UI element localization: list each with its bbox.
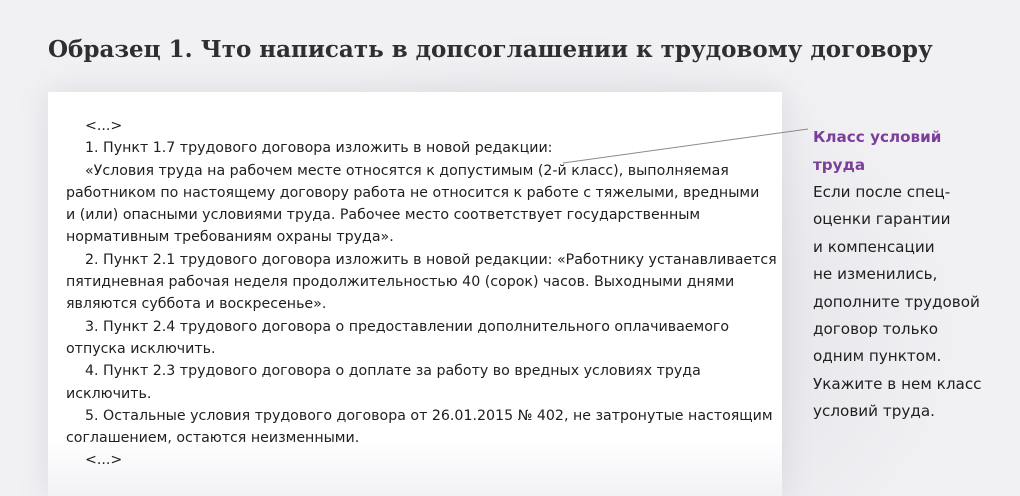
sidebar-note <box>813 124 1013 426</box>
document-line: пятидневная рабочая неделя продолжительностью 40 (сорок) часов. Выходными днями <box>66 274 735 291</box>
omission-marker: <...> <box>85 118 123 134</box>
document-line: исключить. <box>66 385 152 402</box>
sidebar-text-line: условий труда. <box>813 402 935 421</box>
document-line: 5. Остальные условия трудового договора от 26.01.2015 № 402, не затронутые настоящим <box>85 407 773 424</box>
sidebar-text-line: не изменились, <box>813 265 938 284</box>
document-line: отпуска исключить. <box>66 340 216 357</box>
document-line: соглашением, остаются неизменными. <box>66 430 360 447</box>
sidebar-text-line: Укажите в нем класс <box>813 374 982 393</box>
omission-marker: <...> <box>85 452 123 469</box>
document-line: работником по настоящему договору работа не относится к работе с тяжелыми, вредными <box>66 184 760 201</box>
sidebar-heading <box>813 124 1013 179</box>
page-title: Образец 1. Что написать в допсоглашении к трудовому договору <box>48 36 933 63</box>
document-line: являются суббота и воскресенье». <box>66 296 327 313</box>
document-line: 3. Пункт 2.4 трудового договора о предоставлении дополнительного оплачиваемого <box>85 318 730 335</box>
sidebar-text-line: договор только <box>813 320 939 339</box>
sidebar-text-line: дополните трудовой <box>813 292 980 311</box>
document-line: 2. Пункт 2.1 трудового договора изложить в новой редакции: «Работнику устанавливается <box>85 251 777 268</box>
document-line: и (или) опасными условиями труда. Рабочее место соответствует государственным <box>66 207 701 224</box>
sidebar-text-line: оценки гарантии <box>813 210 951 229</box>
sidebar-text-line: и компенсации <box>813 237 935 256</box>
document-line: «Условия труда на рабочем месте относятся к допустимым (2-й класс), выполняемая <box>85 162 729 179</box>
callout-connector-line <box>563 129 808 163</box>
document-line: 1. Пункт 1.7 трудового договора изложить в новой редакции: <box>85 140 553 157</box>
sidebar-text <box>813 179 1013 426</box>
sidebar-text-line: одним пунктом. <box>813 347 942 366</box>
document-line: 4. Пункт 2.3 трудового договора о доплате за работу во вредных условиях труда <box>85 363 701 380</box>
document-line: нормативным требованиям охраны труда». <box>66 229 394 246</box>
sidebar-heading-line: труда <box>813 155 866 174</box>
sidebar-heading-line: Класс условий <box>813 128 942 146</box>
sidebar-text-line: Если после спец- <box>813 183 951 201</box>
